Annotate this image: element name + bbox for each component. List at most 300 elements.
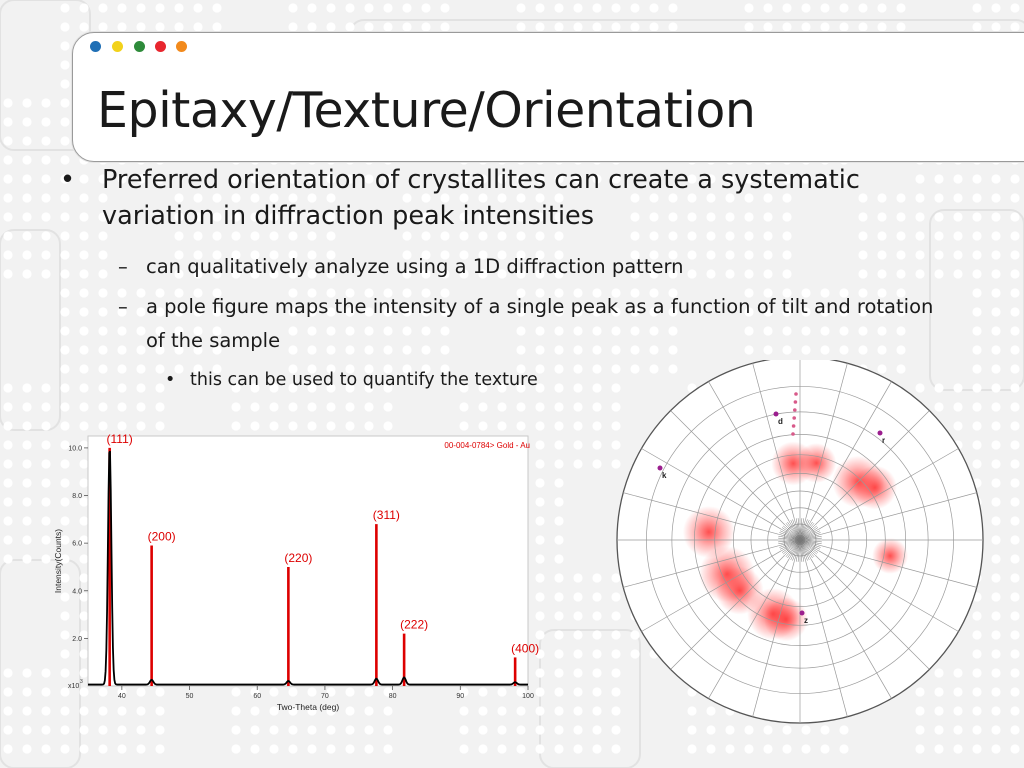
bg-dot — [972, 345, 981, 354]
bg-dot — [1010, 307, 1019, 316]
bg-dot — [991, 725, 1000, 734]
bg-dot — [991, 402, 1000, 411]
pole-marker — [774, 412, 779, 417]
bg-dot — [307, 744, 316, 753]
bg-dot — [22, 706, 31, 715]
bg-dot — [991, 250, 1000, 259]
bg-dot — [345, 22, 354, 31]
bg-dot — [3, 155, 12, 164]
bg-dot — [592, 725, 601, 734]
bg-dot — [60, 269, 69, 278]
bg-dot — [991, 649, 1000, 658]
bg-dot — [60, 250, 69, 259]
bg-dot — [554, 3, 563, 12]
bg-dot — [573, 573, 582, 582]
reference-card-label: 00-004-0784> Gold - Au — [444, 441, 530, 450]
bg-dot — [573, 459, 582, 468]
bg-dot — [801, 22, 810, 31]
bg-dot — [497, 725, 506, 734]
bg-dot — [269, 725, 278, 734]
slide-title: Epitaxy/Texture/Orientation — [97, 82, 756, 139]
bg-dot — [1010, 687, 1019, 696]
bg-dot — [573, 630, 582, 639]
bg-dot — [402, 22, 411, 31]
bg-dot — [421, 22, 430, 31]
bg-dot — [972, 231, 981, 240]
bg-dot — [98, 383, 107, 392]
bg-dot — [60, 60, 69, 69]
bg-dot — [3, 744, 12, 753]
bg-dot — [763, 3, 772, 12]
bg-dot — [953, 250, 962, 259]
pole-trace-dot — [791, 432, 795, 436]
bg-dot — [573, 3, 582, 12]
bg-dot — [3, 706, 12, 715]
bg-dot — [3, 117, 12, 126]
bg-dot — [991, 421, 1000, 430]
bg-panel — [0, 230, 60, 430]
bg-dot — [611, 744, 620, 753]
bg-dot — [516, 744, 525, 753]
bg-dot — [60, 98, 69, 107]
bg-dot — [972, 250, 981, 259]
bg-dot — [991, 687, 1000, 696]
bg-dot — [60, 345, 69, 354]
bg-dot — [1010, 269, 1019, 278]
bg-dot — [136, 345, 145, 354]
bg-dot — [991, 478, 1000, 487]
bg-dot — [326, 22, 335, 31]
bg-dot — [231, 725, 240, 734]
bg-dot — [991, 516, 1000, 525]
bg-dot — [117, 725, 126, 734]
bg-dot — [193, 3, 202, 12]
y-scale-exponent: 3 — [80, 679, 83, 685]
bg-dot — [554, 573, 563, 582]
x-tick-label: 70 — [321, 693, 329, 700]
bg-dot — [79, 193, 88, 202]
bg-dot — [155, 402, 164, 411]
bg-dot — [326, 402, 335, 411]
bg-dot — [554, 364, 563, 373]
bg-dot — [1010, 193, 1019, 202]
bg-dot — [953, 231, 962, 240]
bg-dot — [554, 478, 563, 487]
bg-dot — [41, 402, 50, 411]
bg-dot — [41, 725, 50, 734]
dot-blue-icon — [90, 41, 101, 52]
bg-dot — [79, 269, 88, 278]
bg-dot — [326, 744, 335, 753]
pole-trace-dot — [794, 400, 798, 404]
bg-dot — [972, 269, 981, 278]
bg-dot — [801, 3, 810, 12]
bg-dot — [3, 193, 12, 202]
bg-dot — [991, 744, 1000, 753]
bg-dot — [1010, 364, 1019, 373]
bg-dot — [744, 3, 753, 12]
bg-dot — [991, 307, 1000, 316]
bg-dot — [250, 402, 259, 411]
bg-dot — [535, 402, 544, 411]
bg-dot — [288, 744, 297, 753]
bg-dot — [155, 383, 164, 392]
bg-dot — [383, 22, 392, 31]
intensity-blob — [764, 597, 808, 641]
bg-dot — [117, 364, 126, 373]
x-tick-label: 40 — [117, 693, 126, 700]
bg-dot — [41, 231, 50, 240]
bg-dot — [22, 687, 31, 696]
pole-trace-dot — [793, 408, 797, 412]
bg-dot — [98, 364, 107, 373]
bg-dot — [136, 402, 145, 411]
bg-dot — [22, 250, 31, 259]
bg-dot — [3, 383, 12, 392]
bg-dot — [22, 668, 31, 677]
bg-dot — [3, 725, 12, 734]
bg-dot — [155, 725, 164, 734]
peak-label: (111) — [106, 431, 133, 446]
bg-dot — [535, 22, 544, 31]
bg-dot — [3, 250, 12, 259]
bg-dot — [98, 250, 107, 259]
bg-dot — [288, 22, 297, 31]
pole-marker-label: r — [882, 436, 886, 445]
bg-dot — [136, 288, 145, 297]
bg-dot — [991, 592, 1000, 601]
bg-dot — [98, 269, 107, 278]
bg-dot — [991, 22, 1000, 31]
bg-dot — [592, 668, 601, 677]
bg-dot — [554, 668, 563, 677]
bg-dot — [3, 269, 12, 278]
bg-dot — [98, 402, 107, 411]
bg-dot — [3, 231, 12, 240]
bg-dot — [972, 288, 981, 297]
bg-dot — [288, 402, 297, 411]
pole-marker — [658, 466, 663, 471]
bg-dot — [231, 402, 240, 411]
bg-dot — [1010, 402, 1019, 411]
bg-dot — [1010, 497, 1019, 506]
bg-dot — [1010, 516, 1019, 525]
bg-dot — [136, 383, 145, 392]
bg-dot — [592, 630, 601, 639]
bg-dot — [79, 22, 88, 31]
bg-dot — [820, 22, 829, 31]
bg-dot — [1010, 478, 1019, 487]
bg-dot — [972, 744, 981, 753]
bg-dot — [763, 22, 772, 31]
bg-dot — [516, 22, 525, 31]
bg-dot — [22, 117, 31, 126]
pole-figure — [610, 360, 990, 740]
bg-dot — [478, 402, 487, 411]
bg-dot — [22, 725, 31, 734]
bg-dot — [554, 744, 563, 753]
bg-dot — [554, 687, 563, 696]
peak-label: (311) — [372, 508, 400, 523]
bg-dot — [592, 649, 601, 658]
bg-dot — [60, 725, 69, 734]
bg-dot — [953, 193, 962, 202]
bg-dot — [497, 744, 506, 753]
bg-dot — [1010, 554, 1019, 563]
bg-dot — [155, 364, 164, 373]
bg-dot — [991, 535, 1000, 544]
bg-dot — [953, 174, 962, 183]
bg-dot — [573, 668, 582, 677]
bg-dot — [554, 535, 563, 544]
bg-dot — [136, 326, 145, 335]
bg-dot — [383, 744, 392, 753]
bg-dot — [592, 573, 601, 582]
bg-dot — [22, 193, 31, 202]
bg-dot — [535, 744, 544, 753]
y-tick-label: 8.0 — [72, 493, 82, 501]
bg-dot — [136, 364, 145, 373]
bg-dot — [364, 725, 373, 734]
bg-dot — [991, 364, 1000, 373]
bg-dot — [839, 22, 848, 31]
bg-dot — [991, 3, 1000, 12]
bg-dot — [991, 706, 1000, 715]
bg-dot — [345, 725, 354, 734]
bg-dot — [3, 212, 12, 221]
bg-dot — [174, 364, 183, 373]
bg-dot — [554, 459, 563, 468]
bg-dot — [478, 725, 487, 734]
bg-dot — [22, 535, 31, 544]
bg-dot — [22, 478, 31, 487]
bg-dot — [1010, 573, 1019, 582]
bg-dot — [592, 22, 601, 31]
bg-dot — [535, 3, 544, 12]
bg-dot — [611, 22, 620, 31]
bg-dot — [3, 402, 12, 411]
bg-dot — [364, 3, 373, 12]
bg-dot — [3, 516, 12, 525]
bg-dot — [592, 364, 601, 373]
bg-dot — [307, 22, 316, 31]
bg-dot — [782, 744, 791, 753]
bg-dot — [725, 744, 734, 753]
bg-dot — [60, 3, 69, 12]
sub-sub-bullet-text: this can be used to quantify the texture — [190, 370, 538, 390]
x-tick-label: 100 — [522, 693, 534, 700]
bg-dot — [573, 706, 582, 715]
bg-dot — [554, 22, 563, 31]
y-tick-label: 4.0 — [72, 588, 82, 596]
intensity-blob — [872, 538, 908, 574]
bg-dot — [1010, 535, 1019, 544]
dash-mark: – — [118, 255, 128, 278]
bg-dot — [972, 307, 981, 316]
bg-dot — [117, 326, 126, 335]
bg-dot — [991, 174, 1000, 183]
bg-dot — [611, 3, 620, 12]
peak-label: (220) — [284, 550, 313, 565]
bg-dot — [991, 497, 1000, 506]
bg-dot — [60, 212, 69, 221]
bg-dot — [459, 402, 468, 411]
y-axis-label: Intensity(Counts) — [53, 528, 63, 594]
dot-red-icon — [155, 41, 166, 52]
dot-yellow-icon — [112, 41, 123, 52]
bg-dot — [364, 402, 373, 411]
bg-dot — [250, 725, 259, 734]
pole-marker — [800, 611, 805, 616]
bg-dot — [3, 459, 12, 468]
bg-dot — [630, 3, 639, 12]
bg-dot — [60, 364, 69, 373]
bg-dot — [1010, 706, 1019, 715]
bg-dot — [1010, 3, 1019, 12]
bg-dot — [212, 3, 221, 12]
bg-dot — [22, 174, 31, 183]
bg-dot — [41, 250, 50, 259]
x-tick-label: 60 — [253, 693, 262, 700]
bg-dot — [41, 193, 50, 202]
bg-dot — [1010, 459, 1019, 468]
bg-dot — [991, 326, 1000, 335]
bg-dot — [972, 212, 981, 221]
bg-dot — [554, 421, 563, 430]
pole-marker — [878, 431, 883, 436]
bg-dot — [554, 706, 563, 715]
bg-dot — [554, 516, 563, 525]
bg-dot — [174, 3, 183, 12]
x-axis-label: Two-Theta (deg) — [276, 702, 340, 712]
bg-dot — [98, 345, 107, 354]
bg-dot — [1010, 421, 1019, 430]
bg-dot — [592, 611, 601, 620]
bg-dot — [79, 744, 88, 753]
bg-dot — [98, 326, 107, 335]
bg-dot — [22, 497, 31, 506]
bg-dot — [953, 744, 962, 753]
bg-dot — [554, 402, 563, 411]
bg-dot — [554, 440, 563, 449]
bg-dot — [345, 402, 354, 411]
bg-dot — [60, 326, 69, 335]
bg-dot — [41, 212, 50, 221]
bg-dot — [592, 402, 601, 411]
bg-dot — [41, 136, 50, 145]
bullet-mark: • — [60, 165, 76, 195]
pole-trace-dot — [792, 416, 796, 420]
bg-dot — [478, 744, 487, 753]
bg-dot — [326, 3, 335, 12]
bg-dot — [98, 22, 107, 31]
bg-dot — [136, 725, 145, 734]
bg-dot — [3, 136, 12, 145]
pole-trace-dot — [794, 392, 798, 396]
bg-dot — [782, 22, 791, 31]
bg-dot — [60, 744, 69, 753]
bg-dot — [98, 288, 107, 297]
bg-dot — [573, 687, 582, 696]
bg-dot — [79, 402, 88, 411]
bg-dot — [3, 174, 12, 183]
bg-dot — [269, 402, 278, 411]
bg-dot — [896, 22, 905, 31]
bg-dot — [459, 744, 468, 753]
bg-dot — [250, 744, 259, 753]
bg-dot — [269, 744, 278, 753]
bg-dot — [1010, 326, 1019, 335]
bg-dot — [41, 98, 50, 107]
bg-dot — [516, 3, 525, 12]
bg-dot — [60, 22, 69, 31]
bg-dot — [858, 22, 867, 31]
bg-dot — [155, 3, 164, 12]
bg-dot — [60, 136, 69, 145]
bg-dot — [668, 22, 677, 31]
bg-dot — [3, 668, 12, 677]
dash-mark: – — [118, 295, 128, 318]
bg-dot — [421, 3, 430, 12]
bg-dot — [820, 3, 829, 12]
bg-dot — [3, 687, 12, 696]
bg-dot — [573, 383, 582, 392]
bg-dot — [592, 3, 601, 12]
pole-marker-label: z — [804, 616, 808, 625]
bg-dot — [383, 3, 392, 12]
bg-dot — [953, 212, 962, 221]
bg-dot — [592, 592, 601, 601]
bg-dot — [212, 22, 221, 31]
bg-dot — [592, 421, 601, 430]
sub-bullet-text: a pole figure maps the intensity of a single peak as a function of tilt and rotation of the sample — [146, 295, 934, 352]
bg-dot — [1010, 250, 1019, 259]
x-tick-label: 80 — [388, 693, 397, 700]
bg-dot — [630, 22, 639, 31]
bg-dot — [1010, 345, 1019, 354]
bg-dot — [22, 440, 31, 449]
bg-dot — [174, 22, 183, 31]
bg-dot — [858, 3, 867, 12]
bg-dot — [1010, 212, 1019, 221]
bg-dot — [22, 231, 31, 240]
bg-dot — [991, 668, 1000, 677]
bg-dot — [991, 573, 1000, 582]
bg-dot — [22, 744, 31, 753]
bg-dot — [22, 383, 31, 392]
bg-dot — [117, 744, 126, 753]
bg-dot — [554, 649, 563, 658]
bg-dot — [117, 22, 126, 31]
bg-dot — [288, 725, 297, 734]
bg-dot — [1010, 592, 1019, 601]
bg-dot — [136, 22, 145, 31]
xrd-chart — [45, 428, 545, 718]
bg-dot — [516, 402, 525, 411]
bg-dot — [972, 193, 981, 202]
bg-dot — [592, 744, 601, 753]
bg-dot — [516, 725, 525, 734]
bg-dot — [573, 402, 582, 411]
bg-dot — [972, 326, 981, 335]
bg-dot — [554, 630, 563, 639]
bg-dot — [60, 288, 69, 297]
bg-dot — [60, 231, 69, 240]
bg-dot — [991, 193, 1000, 202]
bg-dot — [1010, 383, 1019, 392]
bg-dot — [991, 212, 1000, 221]
bg-dot — [991, 630, 1000, 639]
